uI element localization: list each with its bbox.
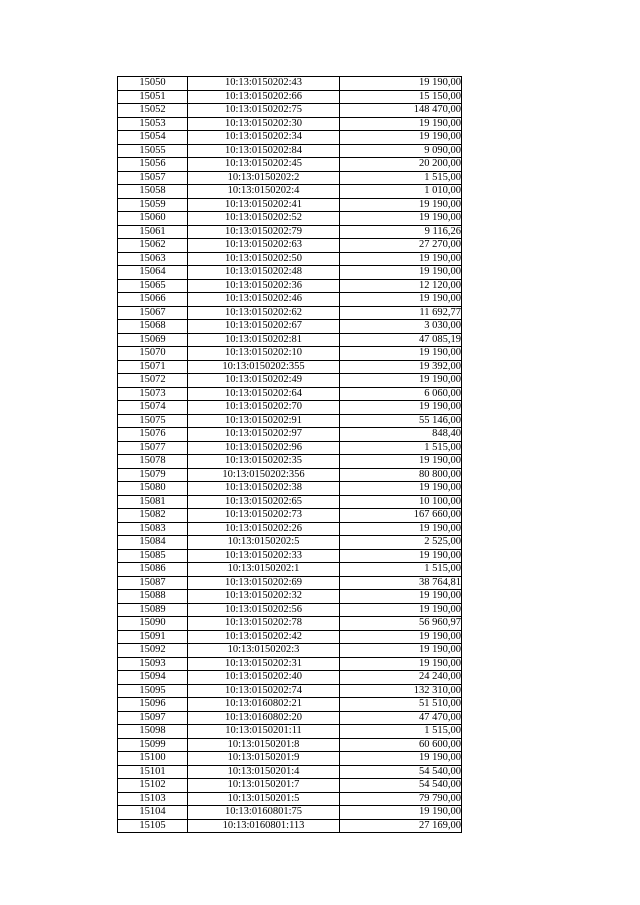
cadastral-number-cell: 10:13:0150202:43 — [188, 77, 340, 91]
cadastral-value-cell: 19 190,00 — [340, 293, 462, 307]
cadastral-value-cell: 80 800,00 — [340, 468, 462, 482]
row-number-cell: 15089 — [118, 603, 188, 617]
cadastral-value-cell: 55 146,00 — [340, 414, 462, 428]
table-row — [118, 239, 462, 253]
table-row — [118, 738, 462, 752]
cadastral-number-cell: 10:13:0150202:74 — [188, 684, 340, 698]
cadastral-value-cell: 19 190,00 — [340, 590, 462, 604]
cadastral-number-cell: 10:13:0150202:4 — [188, 185, 340, 199]
cadastral-value-cell: 19 190,00 — [340, 644, 462, 658]
row-number-cell: 15054 — [118, 131, 188, 145]
cadastral-number-cell: 10:13:0150202:35 — [188, 455, 340, 469]
table-row — [118, 725, 462, 739]
cadastral-value-cell: 1 515,00 — [340, 441, 462, 455]
cadastral-number-cell: 10:13:0150202:40 — [188, 671, 340, 685]
cadastral-value-cell: 19 190,00 — [340, 252, 462, 266]
table-row — [118, 671, 462, 685]
cadastral-number-cell: 10:13:0150202:41 — [188, 198, 340, 212]
table-row — [118, 468, 462, 482]
row-number-cell: 15051 — [118, 90, 188, 104]
row-number-cell: 15069 — [118, 333, 188, 347]
row-number-cell: 15084 — [118, 536, 188, 550]
cadastral-number-cell: 10:13:0150202:2 — [188, 171, 340, 185]
cadastral-number-cell: 10:13:0150202:355 — [188, 360, 340, 374]
table-row — [118, 765, 462, 779]
row-number-cell: 15104 — [118, 806, 188, 820]
cadastral-number-cell: 10:13:0150202:49 — [188, 374, 340, 388]
cadastral-number-cell: 10:13:0150202:5 — [188, 536, 340, 550]
table-row — [118, 522, 462, 536]
cadastral-value-cell: 19 190,00 — [340, 374, 462, 388]
cadastral-value-cell: 167 660,00 — [340, 509, 462, 523]
cadastral-value-cell: 10 100,00 — [340, 495, 462, 509]
row-number-cell: 15062 — [118, 239, 188, 253]
row-number-cell: 15095 — [118, 684, 188, 698]
row-number-cell: 15065 — [118, 279, 188, 293]
cadastral-value-cell: 15 150,00 — [340, 90, 462, 104]
table-body — [118, 77, 462, 833]
cadastral-value-cell: 54 540,00 — [340, 779, 462, 793]
cadastral-value-cell: 19 190,00 — [340, 212, 462, 226]
cadastral-value-cell: 19 190,00 — [340, 752, 462, 766]
cadastral-value-cell: 19 190,00 — [340, 482, 462, 496]
table-row — [118, 414, 462, 428]
row-number-cell: 15083 — [118, 522, 188, 536]
table-row — [118, 428, 462, 442]
table-row — [118, 225, 462, 239]
cadastral-value-cell: 6 060,00 — [340, 387, 462, 401]
cadastral-value-cell: 19 190,00 — [340, 117, 462, 131]
row-number-cell: 15101 — [118, 765, 188, 779]
cadastral-value-cell: 19 392,00 — [340, 360, 462, 374]
table-row — [118, 455, 462, 469]
cadastral-value-cell: 19 190,00 — [340, 630, 462, 644]
cadastral-value-cell: 19 190,00 — [340, 549, 462, 563]
cadastral-number-cell: 10:13:0150202:1 — [188, 563, 340, 577]
cadastral-number-cell: 10:13:0150202:97 — [188, 428, 340, 442]
row-number-cell: 15090 — [118, 617, 188, 631]
cadastral-number-cell: 10:13:0150202:30 — [188, 117, 340, 131]
cadastral-value-cell: 148 470,00 — [340, 104, 462, 118]
row-number-cell: 15079 — [118, 468, 188, 482]
cadastral-value-cell: 132 310,00 — [340, 684, 462, 698]
row-number-cell: 15099 — [118, 738, 188, 752]
cadastral-value-cell: 11 692,77 — [340, 306, 462, 320]
cadastral-value-cell: 47 470,00 — [340, 711, 462, 725]
cadastral-number-cell: 10:13:0160802:20 — [188, 711, 340, 725]
cadastral-value-cell: 27 169,00 — [340, 819, 462, 833]
row-number-cell: 15096 — [118, 698, 188, 712]
table-row — [118, 657, 462, 671]
row-number-cell: 15052 — [118, 104, 188, 118]
row-number-cell: 15074 — [118, 401, 188, 415]
cadastral-number-cell: 10:13:0150202:42 — [188, 630, 340, 644]
row-number-cell: 15102 — [118, 779, 188, 793]
table-row — [118, 698, 462, 712]
cadastral-value-cell: 19 190,00 — [340, 77, 462, 91]
table-row — [118, 293, 462, 307]
table-row — [118, 131, 462, 145]
cadastral-value-cell: 24 240,00 — [340, 671, 462, 685]
cadastral-number-cell: 10:13:0150202:3 — [188, 644, 340, 658]
cadastral-number-cell: 10:13:0150202:31 — [188, 657, 340, 671]
cadastral-number-cell: 10:13:0150202:75 — [188, 104, 340, 118]
row-number-cell: 15061 — [118, 225, 188, 239]
row-number-cell: 15056 — [118, 158, 188, 172]
row-number-cell: 15093 — [118, 657, 188, 671]
row-number-cell: 15088 — [118, 590, 188, 604]
cadastral-number-cell: 10:13:0150202:33 — [188, 549, 340, 563]
cadastral-value-cell: 51 510,00 — [340, 698, 462, 712]
table-row — [118, 77, 462, 91]
row-number-cell: 15068 — [118, 320, 188, 334]
cadastral-number-cell: 10:13:0160801:75 — [188, 806, 340, 820]
cadastral-value-cell: 1 515,00 — [340, 563, 462, 577]
cadastral-value-cell: 38 764,81 — [340, 576, 462, 590]
table-row — [118, 509, 462, 523]
table-row — [118, 347, 462, 361]
row-number-cell: 15060 — [118, 212, 188, 226]
cadastral-number-cell: 10:13:0150201:8 — [188, 738, 340, 752]
cadastral-value-cell: 19 190,00 — [340, 131, 462, 145]
cadastral-number-cell: 10:13:0150202:32 — [188, 590, 340, 604]
cadastral-value-cell: 19 190,00 — [340, 266, 462, 280]
row-number-cell: 15076 — [118, 428, 188, 442]
row-number-cell: 15086 — [118, 563, 188, 577]
table-row — [118, 752, 462, 766]
table-row — [118, 603, 462, 617]
cadastral-number-cell: 10:13:0150202:26 — [188, 522, 340, 536]
row-number-cell: 15077 — [118, 441, 188, 455]
table-row — [118, 563, 462, 577]
cadastral-number-cell: 10:13:0150202:73 — [188, 509, 340, 523]
cadastral-number-cell: 10:13:0150202:91 — [188, 414, 340, 428]
cadastral-number-cell: 10:13:0150202:45 — [188, 158, 340, 172]
cadastral-number-cell: 10:13:0150202:69 — [188, 576, 340, 590]
table-row — [118, 495, 462, 509]
cadastral-number-cell: 10:13:0150202:84 — [188, 144, 340, 158]
cadastral-value-cell: 19 190,00 — [340, 198, 462, 212]
cadastral-value-cell: 20 200,00 — [340, 158, 462, 172]
cadastral-number-cell: 10:13:0150202:66 — [188, 90, 340, 104]
row-number-cell: 15059 — [118, 198, 188, 212]
table-row — [118, 252, 462, 266]
cadastral-value-cell: 19 190,00 — [340, 455, 462, 469]
row-number-cell: 15063 — [118, 252, 188, 266]
cadastral-number-cell: 10:13:0150202:36 — [188, 279, 340, 293]
cadastral-value-cell: 9 116,26 — [340, 225, 462, 239]
cadastral-value-cell: 1 010,00 — [340, 185, 462, 199]
cadastral-value-cell: 848,40 — [340, 428, 462, 442]
cadastral-number-cell: 10:13:0150202:356 — [188, 468, 340, 482]
cadastral-value-cell: 9 090,00 — [340, 144, 462, 158]
row-number-cell: 15066 — [118, 293, 188, 307]
table-row — [118, 90, 462, 104]
table-row — [118, 819, 462, 833]
row-number-cell: 15094 — [118, 671, 188, 685]
cadastral-value-cell: 3 030,00 — [340, 320, 462, 334]
cadastral-value-cell: 19 190,00 — [340, 603, 462, 617]
cadastral-value-cell: 47 085,19 — [340, 333, 462, 347]
table-row — [118, 320, 462, 334]
cadastral-number-cell: 10:13:0150202:65 — [188, 495, 340, 509]
table-row — [118, 617, 462, 631]
cadastral-number-cell: 10:13:0150201:11 — [188, 725, 340, 739]
table-row — [118, 536, 462, 550]
row-number-cell: 15055 — [118, 144, 188, 158]
row-number-cell: 15078 — [118, 455, 188, 469]
cadastral-value-cell: 19 190,00 — [340, 522, 462, 536]
table-row — [118, 360, 462, 374]
row-number-cell: 15070 — [118, 347, 188, 361]
table-row — [118, 306, 462, 320]
cadastral-value-cell: 56 960,97 — [340, 617, 462, 631]
row-number-cell: 15082 — [118, 509, 188, 523]
cadastral-number-cell: 10:13:0150202:64 — [188, 387, 340, 401]
table-row — [118, 104, 462, 118]
table-row — [118, 185, 462, 199]
table-row — [118, 779, 462, 793]
row-number-cell: 15073 — [118, 387, 188, 401]
row-number-cell: 15071 — [118, 360, 188, 374]
cadastral-number-cell: 10:13:0150202:48 — [188, 266, 340, 280]
row-number-cell: 15067 — [118, 306, 188, 320]
cadastral-value-cell: 19 190,00 — [340, 401, 462, 415]
row-number-cell: 15080 — [118, 482, 188, 496]
cadastral-number-cell: 10:13:0150202:79 — [188, 225, 340, 239]
cadastral-number-cell: 10:13:0150202:50 — [188, 252, 340, 266]
cadastral-number-cell: 10:13:0150201:7 — [188, 779, 340, 793]
cadastral-value-cell: 12 120,00 — [340, 279, 462, 293]
cadastral-number-cell: 10:13:0150202:67 — [188, 320, 340, 334]
cadastral-number-cell: 10:13:0150202:10 — [188, 347, 340, 361]
table-row — [118, 158, 462, 172]
row-number-cell: 15092 — [118, 644, 188, 658]
cadastral-number-cell: 10:13:0150202:96 — [188, 441, 340, 455]
row-number-cell: 15075 — [118, 414, 188, 428]
cadastral-number-cell: 10:13:0150202:63 — [188, 239, 340, 253]
cadastral-number-cell: 10:13:0150201:4 — [188, 765, 340, 779]
row-number-cell: 15050 — [118, 77, 188, 91]
cadastral-number-cell: 10:13:0150201:5 — [188, 792, 340, 806]
table-row — [118, 401, 462, 415]
table-row — [118, 171, 462, 185]
table-row — [118, 806, 462, 820]
cadastral-number-cell: 10:13:0150202:81 — [188, 333, 340, 347]
row-number-cell: 15058 — [118, 185, 188, 199]
cadastral-number-cell: 10:13:0150202:46 — [188, 293, 340, 307]
table-row — [118, 144, 462, 158]
table-row — [118, 549, 462, 563]
cadastral-value-cell: 1 515,00 — [340, 171, 462, 185]
cadastral-value-cell: 79 790,00 — [340, 792, 462, 806]
cadastral-value-cell: 60 600,00 — [340, 738, 462, 752]
table-row — [118, 590, 462, 604]
table-row — [118, 684, 462, 698]
row-number-cell: 15087 — [118, 576, 188, 590]
cadastral-number-cell: 10:13:0150202:56 — [188, 603, 340, 617]
table-row — [118, 266, 462, 280]
table-row — [118, 198, 462, 212]
row-number-cell: 15103 — [118, 792, 188, 806]
row-number-cell: 15085 — [118, 549, 188, 563]
cadastral-value-cell: 19 190,00 — [340, 657, 462, 671]
table-row — [118, 630, 462, 644]
table-row — [118, 792, 462, 806]
cadastral-value-cell: 19 190,00 — [340, 347, 462, 361]
row-number-cell: 15091 — [118, 630, 188, 644]
table-row — [118, 441, 462, 455]
cadastral-number-cell: 10:13:0150202:38 — [188, 482, 340, 496]
cadastral-value-cell: 2 525,00 — [340, 536, 462, 550]
cadastral-number-cell: 10:13:0150202:62 — [188, 306, 340, 320]
cadastral-value-cell: 1 515,00 — [340, 725, 462, 739]
row-number-cell: 15097 — [118, 711, 188, 725]
cadastral-number-cell: 10:13:0150202:52 — [188, 212, 340, 226]
table-row — [118, 374, 462, 388]
cadastral-value-cell: 54 540,00 — [340, 765, 462, 779]
cadastral-number-cell: 10:13:0150202:70 — [188, 401, 340, 415]
row-number-cell: 15053 — [118, 117, 188, 131]
cadastral-number-cell: 10:13:0150201:9 — [188, 752, 340, 766]
cadastral-value-table — [117, 76, 462, 833]
row-number-cell: 15072 — [118, 374, 188, 388]
table-row — [118, 279, 462, 293]
row-number-cell: 15081 — [118, 495, 188, 509]
cadastral-number-cell: 10:13:0160801:113 — [188, 819, 340, 833]
cadastral-value-cell: 19 190,00 — [340, 806, 462, 820]
cadastral-number-cell: 10:13:0150202:34 — [188, 131, 340, 145]
cadastral-number-cell: 10:13:0150202:78 — [188, 617, 340, 631]
row-number-cell: 15105 — [118, 819, 188, 833]
table-row — [118, 333, 462, 347]
row-number-cell: 15098 — [118, 725, 188, 739]
table-row — [118, 711, 462, 725]
table-row — [118, 387, 462, 401]
table-row — [118, 576, 462, 590]
cadastral-number-cell: 10:13:0160802:21 — [188, 698, 340, 712]
row-number-cell: 15064 — [118, 266, 188, 280]
table-row — [118, 117, 462, 131]
row-number-cell: 15057 — [118, 171, 188, 185]
row-number-cell: 15100 — [118, 752, 188, 766]
cadastral-value-cell: 27 270,00 — [340, 239, 462, 253]
table-row — [118, 212, 462, 226]
table-row — [118, 644, 462, 658]
table-row — [118, 482, 462, 496]
